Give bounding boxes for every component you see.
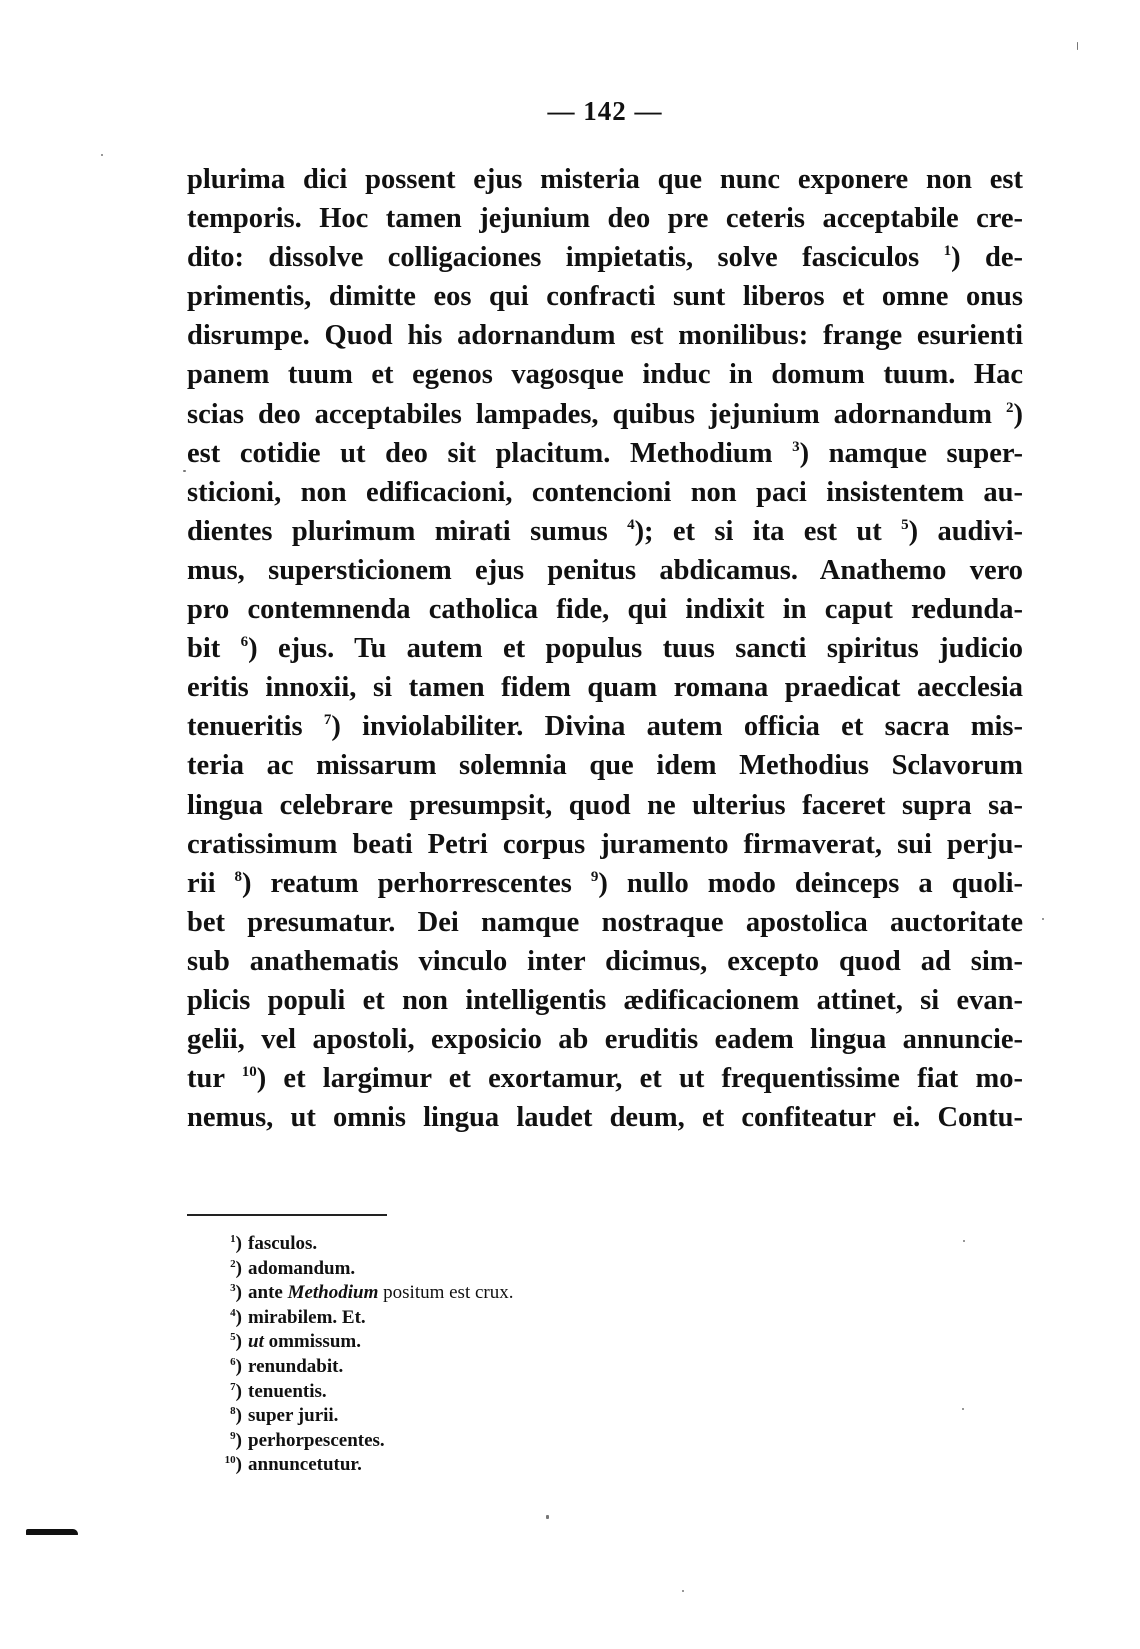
footnote-item [216,1232,816,1257]
text-segment: ) [1013,398,1023,430]
text-line [187,512,1023,551]
text-line [187,316,1023,355]
text-segment: panem tuum et egenos vagosque induc in domum tuum. Hac [187,359,1023,391]
text-segment: dito: dissolve colligaciones impietatis, solve fasciculos [187,242,944,274]
scan-speck [963,1240,965,1242]
footnote-ref[interactable]: 3 [792,438,800,455]
footnote-text: mirabilem. Et. [248,1306,366,1328]
footnote-ref[interactable]: 2 [1006,399,1014,416]
footnote-paren: ) [235,1355,242,1377]
footnote-italic-text: Methodium [287,1282,379,1304]
text-segment: sticioni, non edificacioni, contencioni non paci insistentem au- [187,476,1023,508]
footnote-text: perhorpescentes. [248,1429,385,1451]
footnotes-list [216,1232,816,1478]
text-line [187,707,1023,746]
text-segment: teria ac missarum solemnia que idem Methodius Sclavorum [187,750,1023,782]
text-segment: ) audivi- [908,515,1023,547]
footnote-number: 3 [230,1282,236,1295]
page-number: — 142 — [547,96,663,126]
text-line [187,199,1023,238]
footnote-ref[interactable]: 7 [323,712,332,729]
text-line [187,1059,1023,1098]
footnote-paren: ) [235,1454,242,1476]
text-line [187,1098,1023,1137]
text-segment: temporis. Hoc tamen jejunium deo pre ceteris acceptabile cre- [187,203,1023,235]
footnote-number: 2 [230,1257,236,1270]
footnote-number: 5 [230,1331,236,1344]
footnote-divider [187,1214,387,1216]
text-segment: ) nullo modo deinceps a quoli- [598,867,1023,899]
text-segment: scias deo acceptabiles lampades, quibus jejunium adornandum [187,398,1006,430]
text-line [187,160,1023,199]
footnote-item [216,1380,816,1405]
footnote-text: tenuentis. [248,1380,327,1402]
footnote-number: 9 [230,1429,236,1442]
text-segment: eritis innoxii, si tamen fidem quam romana praedicat aecclesia [187,672,1023,704]
scan-speck [1042,918,1044,920]
footnote-number: 6 [230,1355,236,1368]
footnote-marker [216,1429,242,1454]
text-line [187,434,1023,473]
footnote-paren: ) [235,1306,242,1328]
text-line [187,473,1023,512]
footnote-text: renundabit. [248,1355,344,1377]
footnote-marker [216,1306,242,1331]
main-text-block [187,160,1023,1137]
footnote-ref[interactable]: 9 [590,868,599,885]
text-segment: pro contemnenda catholica fide, qui indixit in caput redunda- [187,594,1023,626]
footnote-paren: ) [235,1380,242,1402]
scan-artifact-mark [26,1529,78,1535]
footnote-number: 10 [224,1454,236,1467]
footnote-item [216,1306,816,1331]
scan-speck [101,154,103,156]
footnote-item [216,1453,816,1478]
footnote-ref[interactable]: 10 [241,1064,257,1081]
text-line [187,1020,1023,1059]
footnote-ref[interactable]: 8 [234,868,243,885]
scan-speck [1077,42,1078,50]
footnote-marker [216,1453,242,1478]
text-segment: plicis populi et non intelligentis ædificacionem attinet, si evan- [187,984,1023,1016]
text-segment: nemus, ut omnis lingua laudet deum, et confiteatur ei. Contu- [187,1102,1023,1134]
text-segment: bet presumatur. Dei namque nostraque apostolica auctoritate [187,906,1023,938]
text-line [187,629,1023,668]
footnote-paren: ) [235,1233,242,1254]
text-segment: plurima dici possent ejus misteria que nunc exponere non est [187,164,1023,195]
footnote-marker [216,1232,242,1257]
footnote-paren: ) [235,1257,242,1279]
footnote-item [216,1429,816,1454]
scan-speck [682,1590,684,1592]
text-segment: sub anathematis vinculo inter dicimus, excepto quod ad sim- [187,945,1023,977]
text-line [187,746,1023,785]
footnote-ref[interactable]: 5 [901,516,909,533]
footnote-paren: ) [235,1282,242,1304]
text-segment: tur [187,1063,242,1095]
text-line [187,668,1023,707]
text-line [187,355,1023,394]
text-line [187,981,1023,1020]
text-line [187,590,1023,629]
footnote-marker [216,1257,242,1282]
scan-speck [546,1515,549,1519]
footnote-marker [216,1404,242,1429]
text-segment: ) de- [951,242,1024,274]
text-line [187,786,1023,825]
text-segment: ); et si ita est ut [634,515,902,547]
footnote-marker [216,1281,242,1306]
footnote-number: 4 [230,1306,236,1319]
text-segment: dientes plurimum mirati sumus [187,515,628,547]
footnote-text: fasculos. [248,1233,318,1254]
scan-speck [183,470,186,472]
scan-speck [962,1408,964,1410]
footnote-ref[interactable]: 6 [240,634,249,651]
footnote-item [216,1330,816,1355]
text-line [187,551,1023,590]
footnote-item [216,1281,816,1306]
footnote-item [216,1404,816,1429]
footnote-text: adomandum. [248,1257,356,1279]
text-segment: ) ejus. Tu autem et populus tuus sancti spiritus judicio [248,633,1024,665]
footnote-ref[interactable]: 1 [943,243,952,260]
footnote-item [216,1257,816,1282]
footnote-text: ante [248,1282,288,1304]
text-segment: bit [187,633,241,665]
text-line [187,942,1023,981]
footnote-marker [216,1330,242,1355]
text-segment: gelii, vel apostoli, exposicio ab eruditis eadem lingua annuncie- [187,1024,1023,1056]
text-segment: cratissimum beati Petri corpus juramento firmaverat, sui perju- [187,828,1023,860]
footnote-paren: ) [235,1405,242,1427]
text-segment: disrumpe. Quod his adornandum est monilibus: frange esurienti [187,320,1023,352]
text-line [187,395,1023,434]
text-segment: rii [187,867,235,899]
footnote-number: 7 [230,1380,236,1393]
text-segment: mus, supersticionem ejus penitus abdicamus. Anathemo vero [187,554,1023,586]
text-segment: ) namque super- [799,437,1023,469]
footnote-text: ommissum. [263,1331,361,1353]
text-segment: ) reatum perhorrescentes [242,867,591,899]
text-segment: primentis, dimitte eos qui confracti sunt liberos et omne onus [187,281,1023,313]
text-segment: ) et largimur et exortamur, et ut frequentissime fiat mo- [256,1063,1023,1095]
text-line [187,903,1023,942]
text-segment: lingua celebrare presumpsit, quod ne ulterius faceret supra sa- [187,789,1023,821]
footnote-marker [216,1355,242,1380]
text-segment: est cotidie ut deo sit placitum. Methodium [187,437,793,469]
footnote-marker [216,1380,242,1405]
text-segment: ) inviolabiliter. Divina autem officia et sacra mis- [331,711,1023,743]
text-segment: tenueritis [187,711,324,743]
text-line [187,277,1023,316]
footnote-ref[interactable]: 4 [627,516,635,533]
footnote-italic-text: ut [248,1331,264,1353]
text-line [187,825,1023,864]
footnote-text: super jurii. [248,1405,339,1427]
footnote-text: positum est crux. [378,1282,514,1304]
text-line [187,864,1023,903]
text-line [187,238,1023,277]
footnote-paren: ) [235,1331,242,1353]
footnote-item [216,1355,816,1380]
footnote-number: 8 [230,1405,236,1418]
footnote-text: annuncetutur. [248,1454,362,1476]
footnote-paren: ) [235,1429,242,1451]
footnote-number: 1 [230,1233,236,1245]
